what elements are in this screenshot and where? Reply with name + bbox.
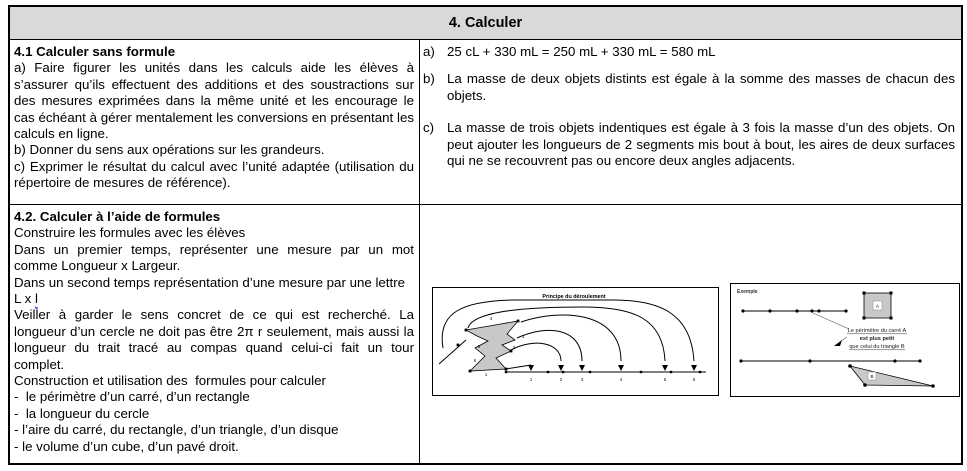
side-label: 1 bbox=[484, 372, 488, 377]
table-header-row bbox=[10, 7, 961, 40]
side-label: 2 bbox=[512, 345, 516, 350]
tick-label: 5 bbox=[663, 377, 667, 382]
tick-label: 6 bbox=[692, 377, 696, 382]
example-item bbox=[420, 71, 961, 104]
caption-line-3: que celui du triangle B bbox=[849, 344, 905, 350]
cell-figures-42 bbox=[420, 205, 961, 463]
exemple-drawing bbox=[731, 284, 957, 394]
spellcheck-word: l bbox=[34, 291, 38, 307]
caption-line-2: est plus petit bbox=[859, 336, 895, 342]
section-42-line-5: Construction et utilisation des formules pour calculer bbox=[14, 373, 326, 389]
table-title: 4. Calculer bbox=[448, 15, 523, 31]
section-42-line-3 bbox=[14, 275, 414, 308]
triangle-b bbox=[850, 366, 933, 386]
example-item bbox=[420, 44, 961, 60]
side-label: 5 bbox=[477, 344, 481, 349]
side-label: 4 bbox=[489, 316, 493, 321]
section-42-line-3-lead: Dans un second temps représentation d’une mesure par une lettre L x bbox=[14, 274, 406, 307]
example-item bbox=[420, 120, 961, 169]
figure-label: Exemple bbox=[737, 289, 758, 295]
unrolled-polygon bbox=[466, 321, 518, 371]
example-label: a) bbox=[423, 44, 435, 59]
cell-examples-41 bbox=[420, 40, 961, 205]
section-42-bullet: - le périmètre d’un carré, d’un rectangle bbox=[14, 389, 250, 405]
side-label: 3 bbox=[521, 334, 525, 339]
tick-label: 3 bbox=[580, 377, 584, 382]
section-42-line-4: Veiller à garder le sens concret de ce qui est recherché. La longueur d’un cercle ne doit pas être 2π r seulement, mais aussi la longueur du trait tracé au compas quand celui-ci fait un tour complet. bbox=[14, 307, 414, 372]
example-label: c) bbox=[423, 120, 435, 136]
section-41-heading: 4.1 Calculer sans formule bbox=[14, 44, 176, 59]
section-42-bullet: - l’aire du carré, du rectangle, d’un triangle, d’un disque bbox=[14, 422, 339, 438]
lesson-table bbox=[8, 5, 963, 465]
section-42-bullet: - la longueur du cercle bbox=[14, 405, 150, 421]
section-41-paragraph-a: a) Faire figurer les unités dans les calculs aide les élèves à s’assurer qu’ils effectuent des additions et des soustractions sur des mesures exprimées dans la même unité et les encourage le cas échéant à gérer mentalement les conversions en présentant les calculs en ligne. bbox=[14, 60, 414, 142]
figure-exemple bbox=[730, 283, 960, 397]
section-41-paragraph-b: b) Donner du sens aux opérations sur les grandeurs. bbox=[14, 142, 325, 158]
tick-label: 2 bbox=[559, 377, 563, 382]
example-text: La masse de trois objets indentiques est égale à 3 fois la masse d’un des objets. On peut ajouter les longueurs de 2 segments mis bout à bout, les aires de deux surfaces qui ne se recouvrent pas ou encore deux angles adjacents. bbox=[447, 120, 955, 169]
deroulement-drawing bbox=[433, 288, 716, 393]
section-42-line-1: Construire les formules avec les élèves bbox=[14, 225, 246, 241]
cell-section-42 bbox=[10, 205, 420, 463]
figure-title: Principe du déroulement bbox=[542, 294, 606, 300]
cell-section-41 bbox=[10, 40, 420, 205]
tick-label: 4 bbox=[619, 377, 623, 382]
side-label: 6 bbox=[473, 358, 477, 363]
example-label: b) bbox=[423, 71, 435, 87]
example-text: 25 cL + 330 mL = 250 mL + 330 mL = 580 mL bbox=[447, 44, 716, 59]
section-42-line-2: Dans un premier temps, représenter une mesure par un mot comme Longueur x Largeur. bbox=[14, 241, 414, 274]
section-42-heading: 4.2. Calculer à l’aide de formules bbox=[14, 209, 221, 224]
tick-label: 1 bbox=[529, 377, 533, 382]
section-42-bullet: - le volume d’un cube, d’un pavé droit. bbox=[14, 438, 239, 454]
figure-deroulement bbox=[432, 287, 719, 396]
example-text: La masse de deux objets distints est égale à la somme des masses de chacun des objets. bbox=[447, 71, 955, 103]
section-41-paragraph-c: c) Exprimer le résultat du calcul avec l’unité adaptée (utilisation du répertoire de mesures de référence). bbox=[14, 158, 414, 191]
triangle-label: B bbox=[870, 374, 874, 379]
square-label: A bbox=[875, 303, 880, 309]
caption-line-1: Le périmètre du carré A bbox=[847, 328, 907, 334]
